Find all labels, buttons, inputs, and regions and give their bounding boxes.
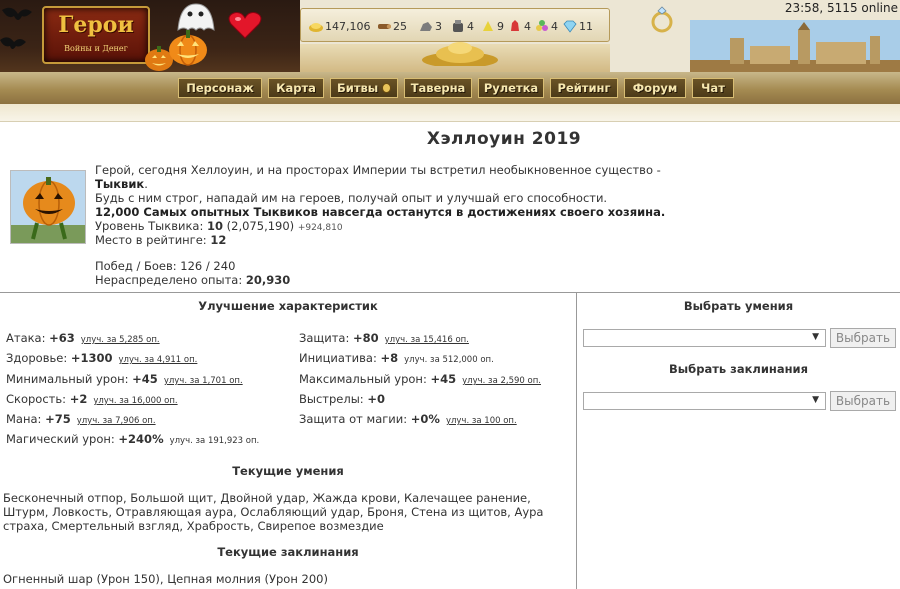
upgrade-defense-link[interactable]: улуч. за 15,416 оп. [384, 335, 469, 345]
upgrade-attack-link[interactable]: улуч. за 5,285 оп. [80, 335, 160, 345]
nav-battles-label: Битвы [337, 81, 379, 95]
upgrade-magic-defense-link[interactable]: улуч. за 100 оп. [445, 416, 517, 426]
nav-map-label: Карта [276, 81, 316, 95]
section-divider [0, 292, 900, 293]
nav-chat[interactable] [692, 78, 734, 98]
stat-shots [299, 392, 385, 406]
resource-ore-value: 3 [435, 19, 442, 33]
stat-label: Здоровье: [6, 351, 71, 365]
stat-mana [6, 412, 156, 426]
choose-skill-title: Выбрать умения [683, 299, 794, 313]
ring-icon[interactable] [648, 6, 676, 34]
resource-ore [419, 18, 442, 34]
skills-list: Бесконечный отпор, Большой щит, Двойной удар, Жажда крови, Калечащее ранение, Штурм, Ловкость, Отравляющая аура, Ослабляющий удар, Броня, Стена из щитов, Аура страха, Смертельный взгляд, Храбрость, Свирепое возмездие [3, 491, 544, 533]
nav-rating-label: Рейтинг [557, 81, 611, 95]
level-exp-gain: +924,810 [297, 223, 343, 233]
nav-forum-label: Форум [632, 81, 678, 95]
intro-line-1: Герой, сегодня Хеллоуин, и на просторах Империи ты встретил необыкновенное существо - [95, 163, 661, 177]
resource-diamond [563, 18, 593, 34]
stat-value: +75 [45, 412, 71, 426]
level-value: 10 [206, 219, 223, 233]
resource-diamond-value: 11 [579, 19, 593, 33]
stat-value: +45 [430, 372, 457, 386]
stat-label: Мана: [6, 412, 46, 426]
stat-value: +63 [49, 331, 75, 345]
stat-value: +0 [367, 392, 385, 406]
resource-gold [309, 18, 371, 34]
nav-map[interactable] [268, 78, 324, 98]
nav-character-label: Персонаж [186, 81, 254, 95]
stat-value: +2 [69, 392, 88, 406]
dropdown-arrow-icon: ▼ [812, 395, 819, 405]
battle-indicator-icon [382, 83, 391, 93]
nav-roulette-label: Рулетка [483, 81, 539, 95]
resource-mercury-value: 4 [467, 19, 474, 33]
stat-magic-defense [299, 412, 517, 426]
choose-spell-button[interactable]: Выбрать [830, 391, 896, 411]
nav-forum[interactable] [624, 78, 686, 98]
upgrade-speed-link[interactable]: улуч. за 16,000 оп. [93, 396, 178, 406]
sulfur-icon [481, 19, 495, 33]
free-experience [95, 273, 290, 287]
resource-sulfur [481, 18, 504, 34]
resource-wood-value: 25 [393, 19, 407, 33]
creature-rank [95, 233, 226, 247]
stat-magic-damage [6, 432, 259, 446]
resource-gems [535, 18, 558, 34]
nav-tavern[interactable] [404, 78, 472, 98]
intro-line-3: 12,000 Самых опытных Тыквиков навсегда останутся в достижениях своего хозяина. [95, 205, 666, 219]
stat-value: +0% [410, 412, 440, 426]
nav-roulette[interactable] [478, 78, 544, 98]
heart-icon[interactable] [228, 10, 262, 40]
upgrade-mana-link[interactable]: улуч. за 7,906 оп. [76, 416, 156, 426]
upgrade-initiative-cost: улуч. за 512,000 оп. [404, 355, 494, 365]
stat-label: Минимальный урон: [6, 372, 133, 386]
event-description [95, 163, 715, 219]
resource-wood [377, 18, 407, 34]
resource-mercury [451, 18, 474, 34]
level-exp: (2,075,190) [223, 219, 298, 233]
stat-label: Максимальный урон: [299, 372, 431, 386]
stat-attack [6, 331, 160, 345]
diamond-icon [563, 19, 577, 33]
header-bottom-strip [0, 104, 900, 122]
free-exp-label: Нераспределено опыта: [95, 273, 246, 287]
stat-value: +80 [353, 331, 379, 345]
wood-icon [377, 19, 391, 33]
logo-title: Герои [58, 12, 134, 38]
stat-value: +240% [118, 432, 164, 446]
stat-health [6, 351, 197, 365]
rank-label: Место в рейтинге: [95, 233, 211, 247]
intro-line-1-end: . [144, 177, 148, 191]
stat-value: +45 [132, 372, 158, 386]
resource-gems-value: 4 [551, 19, 558, 33]
intro-line-2: Будь с ним строг, нападай им на героев, получай опыт и улучшай его способности. [95, 191, 608, 205]
gems-icon [535, 19, 549, 33]
nav-chat-label: Чат [701, 81, 725, 95]
nav-character[interactable] [178, 78, 262, 98]
game-logo[interactable] [42, 6, 150, 64]
upgrade-max-damage-link[interactable]: улуч. за 2,590 оп. [462, 376, 541, 386]
stat-defense [299, 331, 469, 345]
free-exp-value: 20,930 [245, 273, 291, 287]
stat-value: +8 [380, 351, 399, 365]
game-header [0, 0, 900, 122]
skill-select[interactable] [583, 329, 826, 347]
skills-title: Текущие умения [232, 464, 344, 478]
stat-label: Выстрелы: [299, 392, 368, 406]
nav-rating[interactable] [550, 78, 618, 98]
pumpkin-creature-avatar [10, 170, 86, 244]
upgrade-magic-damage-cost: улуч. за 191,923 оп. [169, 436, 260, 446]
nav-tavern-label: Таверна [410, 81, 466, 95]
wins-battles: Побед / Боев: 126 / 240 [95, 259, 236, 273]
main-navigation [178, 78, 734, 98]
upgrade-min-damage-link[interactable]: улуч. за 1,701 оп. [163, 376, 243, 386]
stat-label: Магический урон: [6, 432, 119, 446]
stat-min-damage [6, 372, 243, 386]
crystal-icon [508, 19, 522, 33]
rank-value: 12 [210, 233, 227, 247]
spell-select[interactable] [583, 392, 826, 410]
stat-label: Атака: [6, 331, 50, 345]
mercury-icon [451, 19, 465, 33]
server-clock: 23:58, 5115 online [784, 1, 898, 15]
nav-battles[interactable] [330, 78, 398, 98]
stat-value: +1300 [70, 351, 113, 365]
upgrade-health-link[interactable]: улуч. за 4,911 оп. [118, 355, 198, 365]
gold-icon [309, 19, 323, 33]
creature-level [95, 219, 343, 233]
stat-label: Защита: [299, 331, 354, 345]
choose-skill-button[interactable]: Выбрать [830, 328, 896, 348]
page-title: Хэллоуин 2019 [426, 129, 582, 149]
resource-crystal [508, 18, 531, 34]
jack-o-lantern-icon [168, 28, 208, 66]
resource-crystal-value: 4 [524, 19, 531, 33]
logo-subtitle: Войны и Денег [64, 44, 128, 53]
dropdown-arrow-icon: ▼ [812, 332, 819, 342]
column-divider [576, 293, 577, 589]
characteristics-title: Улучшение характеристик [198, 299, 378, 313]
level-label: Уровень Тыквика: [95, 219, 207, 233]
resource-gold-value: 147,106 [325, 19, 371, 33]
stat-speed [6, 392, 178, 406]
stat-label: Инициатива: [299, 351, 381, 365]
creature-name: Тыквик [95, 177, 145, 191]
stat-label: Защита от магии: [299, 412, 411, 426]
pumpkin-creature-icon [11, 171, 86, 244]
stat-initiative [299, 351, 494, 365]
ore-icon [419, 19, 433, 33]
stat-max-damage [299, 372, 541, 386]
choose-spell-title: Выбрать заклинания [669, 362, 808, 376]
resource-sulfur-value: 9 [497, 19, 504, 33]
castle-icon [690, 20, 900, 80]
spells-list: Огненный шар (Урон 150), Цепная молния (Урон 200) [3, 572, 328, 586]
resource-bar [300, 8, 610, 42]
stat-label: Скорость: [6, 392, 70, 406]
spells-title: Текущие заклинания [217, 545, 359, 559]
